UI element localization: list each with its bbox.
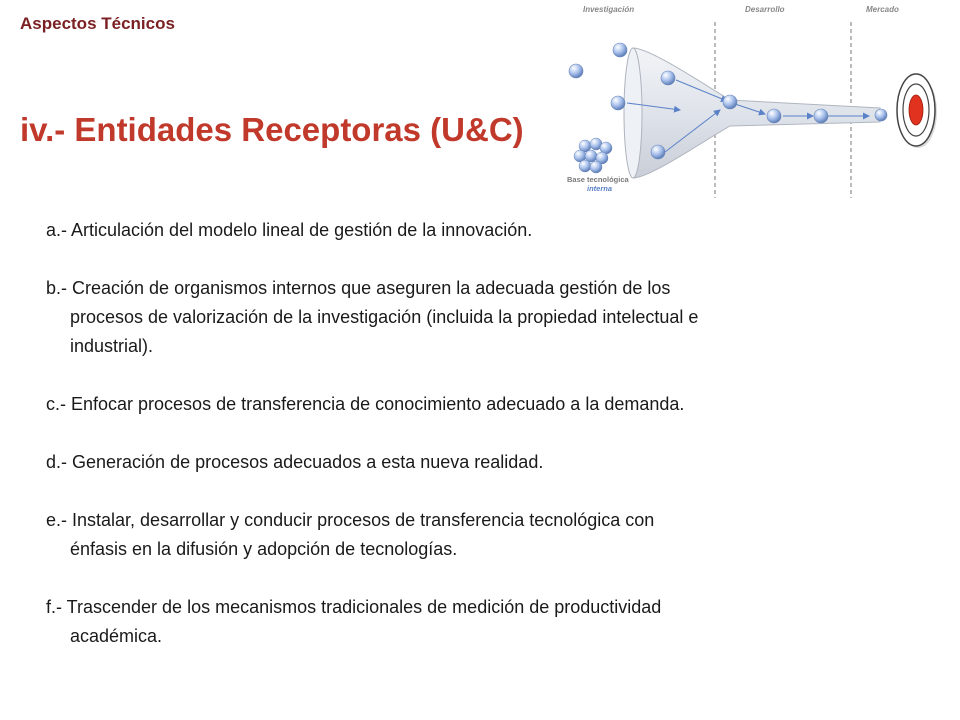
idea-sphere (611, 96, 625, 110)
idea-sphere (875, 109, 887, 121)
list-item-text: a.- Articulación del modelo lineal de gestión de la innovación. (46, 220, 533, 240)
list-item-text: énfasis en la difusión y adopción de tecnologías. (70, 539, 458, 559)
idea-sphere (767, 109, 781, 123)
section-label: Aspectos Técnicos (20, 14, 175, 33)
list-item-text: d.- Generación de procesos adecuados a esta nueva realidad. (46, 452, 544, 472)
stage-label-desarrollo: Desarrollo (745, 5, 785, 14)
list-item (46, 448, 926, 477)
idea-sphere (661, 71, 675, 85)
list-item (46, 506, 926, 564)
base-label: Base tecnológica (567, 175, 629, 184)
content-list (46, 216, 926, 680)
stage-label-investigacion: Investigación (583, 5, 635, 14)
funnel-shape (627, 48, 880, 178)
idea-sphere (613, 43, 627, 57)
idea-sphere (814, 109, 828, 123)
innovation-funnel-diagram (555, 0, 945, 200)
list-item-text: e.- Instalar, desarrollar y conducir procesos de transferencia tecnológica con (46, 510, 655, 530)
list-item (46, 390, 926, 419)
idea-sphere (723, 95, 737, 109)
slide-title: iv.- Entidades Receptoras (U&C) (20, 111, 524, 148)
list-item-text: procesos de valorización de la investigación (incluida la propiedad intelectual e (70, 307, 699, 327)
list-item (46, 274, 926, 361)
target-icon (897, 74, 937, 148)
idea-sphere (569, 64, 583, 78)
list-item (46, 593, 926, 651)
base-sphere-cluster (574, 138, 612, 173)
list-item-text: b.- Creación de organismos internos que aseguren la adecuada gestión de los (46, 278, 671, 298)
list-item-text: f.- Trascender de los mecanismos tradicionales de medición de productividad (46, 597, 662, 617)
list-item-text: industrial). (70, 336, 154, 356)
list-item-text: c.- Enfocar procesos de transferencia de conocimiento adecuado a la demanda. (46, 394, 685, 414)
funnel-mouth (624, 48, 642, 178)
base-label-sub: interna (587, 184, 613, 193)
stage-label-mercado: Mercado (866, 5, 899, 14)
list-item (46, 216, 926, 245)
list-item-text: académica. (70, 626, 163, 646)
idea-sphere (651, 145, 665, 159)
